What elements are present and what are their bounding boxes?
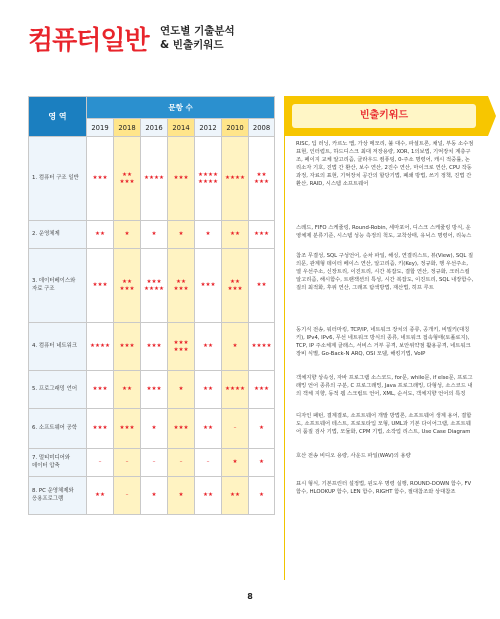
star-cell: ★★★ xyxy=(168,409,195,449)
star-cell: ★ xyxy=(249,449,275,477)
table-row xyxy=(29,477,275,515)
star-cell: – xyxy=(141,449,168,477)
keyword-text: 디자인 패턴, 결계결로, 소프트웨어 개발 방법론, 소프트웨어 생계 용어, 결합도, 소프트웨어 테스트, 프로토타입 모형, UML과 기본 다이어그램, 소프트웨어 품질 검사 기법, 모듈화, CPM 기법, 소작업 리스트, Use Case Diagram xyxy=(296,413,472,435)
star-cell: ★★ xyxy=(222,477,249,515)
star-cell: ★★★ ★★★★ xyxy=(141,249,168,323)
keyword-text: 스레드, FIFO 스케줄링, Round-Robin, 세마포어, 디스크 스케줄링 방식, 운영체제 분류기준, 시스템 성능 측정의 척도, 교착상태, 유닉스 명령어, 리눅스 xyxy=(296,225,472,239)
keyword-text: 동기식 전송, 워터마킹, TCP/IP, 네트워크 장치의 종류, 공개키, 비밀키(대칭키), IPv4, IPv6, 무선 네트워크 방식의 종류, 네트워크 접속형태(토폴로지), TCP, IP 주소체계 클래스, 서비스 거부 공격, 보안위약점 활용공격, 네트워크 장비 식별, Go-Back-N ARQ, OSI 모델, 해킹기법, VoIP xyxy=(296,327,471,357)
star-cell: ★ xyxy=(141,409,168,449)
subtitle-line-2: & 빈출키워드 xyxy=(160,39,224,51)
exam-frequency-table xyxy=(28,96,275,515)
keyword-header-banner xyxy=(284,96,488,136)
star-cell: ★ xyxy=(249,409,275,449)
star-cell: ★ xyxy=(222,449,249,477)
keyword-text: 표시 형식, 기본프린터 설정법, 윈도우 명령 실행, ROUND-DOWN 함수, FV 함수, HLOOKUP 함수, LEN 함수, RIGHT 함수, 절대참조와 상대참조 xyxy=(296,481,472,495)
star-cell: – xyxy=(195,449,222,477)
star-cell: ★★ xyxy=(195,409,222,449)
star-cell: ★★ xyxy=(222,221,249,249)
star-cell: ★★★★ xyxy=(87,323,114,371)
area-cell: 7. 멀티미디어와 데이터 압축 xyxy=(29,449,87,477)
star-cell: ★★ ★★★ xyxy=(114,249,141,323)
table-row xyxy=(29,249,275,323)
table-row xyxy=(29,323,275,371)
star-cell: ★★★ xyxy=(141,323,168,371)
star-cell: ★★★★ xyxy=(141,137,168,221)
year-header: 2014 xyxy=(168,119,195,137)
star-cell: ★★★ xyxy=(87,249,114,323)
keyword-text: RISC, 딥 러닝, 카르노 맵, 가상 메모리, 불 대수, 파셜트론, 채널, 부동 소수점 표현, 인터럽트, 하드디스크 최대 저장용량, XOR, 1의보법, 기억장치 계층구조, 페이지 교체 알고리즘, 클라우드 컴퓨팅, 0-주소 명령어, 캐시 적중률, 논리소자 기호, 진법 간 환산, 보수 연산, 2진수 연산, 마이크로 연산, CPU 작동과정, 자료의 표현, 기억장치 공간의 할당기법, 폐쇄 방법, 쓰기 정책, 진법 간 환산, RAID, 시스템 소프트웨어 xyxy=(296,141,474,187)
area-cell: 1. 컴퓨터 구조 일반 xyxy=(29,137,87,221)
page-title: 컴퓨터일반 xyxy=(28,26,149,56)
star-cell: ★ xyxy=(222,323,249,371)
star-cell: ★★★ xyxy=(195,249,222,323)
year-header: 2012 xyxy=(195,119,222,137)
year-header: 2016 xyxy=(141,119,168,137)
table-row xyxy=(29,371,275,409)
star-cell: ★ xyxy=(249,477,275,515)
star-cell: ★ xyxy=(141,477,168,515)
area-cell: 3. 데이터베이스와 자료 구조 xyxy=(29,249,87,323)
star-cell: ★★★ xyxy=(114,323,141,371)
year-header: 2008 xyxy=(249,119,275,137)
star-cell: ★★ ★★★ xyxy=(222,249,249,323)
area-cell: 5. 프로그래밍 언어 xyxy=(29,371,87,409)
star-cell: ★★★★ xyxy=(249,323,275,371)
count-column-header: 문항 수 xyxy=(87,97,275,119)
year-header: 2019 xyxy=(87,119,114,137)
star-cell: ★ xyxy=(168,221,195,249)
star-cell: ★★ xyxy=(87,477,114,515)
star-cell: ★ xyxy=(168,477,195,515)
banner-arrow xyxy=(488,96,496,136)
area-cell: 2. 운영체제 xyxy=(29,221,87,249)
page-subtitle xyxy=(160,24,235,52)
star-cell: – xyxy=(87,449,114,477)
star-cell: ★★★ xyxy=(87,409,114,449)
star-cell: ★★★ xyxy=(141,371,168,409)
page-number: 8 xyxy=(247,592,253,601)
star-cell: ★ xyxy=(168,371,195,409)
keyword-text: 호산 전송 비디오 용량, 사운드 파일(WAV)의 용량 xyxy=(296,453,411,459)
star-cell: ★★ xyxy=(195,371,222,409)
star-cell: ★★ xyxy=(114,371,141,409)
year-header: 2010 xyxy=(222,119,249,137)
star-cell: ★★★★ xyxy=(222,371,249,409)
star-cell: ★★★★ xyxy=(222,137,249,221)
star-cell: ★★★ ★★★ xyxy=(168,323,195,371)
star-cell: ★★ xyxy=(195,477,222,515)
area-cell: 6. 소프트웨어 공학 xyxy=(29,409,87,449)
area-column-header: 영 역 xyxy=(29,97,87,137)
star-cell: – xyxy=(114,477,141,515)
star-cell: – xyxy=(168,449,195,477)
table-row xyxy=(29,137,275,221)
area-cell: 4. 컴퓨터 네트워크 xyxy=(29,323,87,371)
table-row xyxy=(29,221,275,249)
star-cell: ★★★ xyxy=(87,137,114,221)
star-cell: ★★ xyxy=(195,323,222,371)
star-cell: ★★★ xyxy=(249,221,275,249)
star-cell: ★ xyxy=(114,221,141,249)
star-cell: ★★★ xyxy=(168,137,195,221)
star-cell: ★★★ xyxy=(249,371,275,409)
star-cell: ★★ xyxy=(87,221,114,249)
keyword-text: 참조 무결성, SQL 구성언어, 순차 파일, 해싱, 연결리스트, 뷰(View), SQL 질의문, 관계형 데이터 베이스 연산, 알고리즘, 키(Key), 정규화, 행 우선주소, 열 우선주소, 신장트리, 이진트리, 시간 복잡도, 결합 연산, 정규화, 크러스컬 알고리즘, 해시함수, 트랜잭션의 특성, 시간 복잡도, 이진트리, SQL 내장함수, 질의 최적화, 후위 연산, 그래프 탐색방법, 재산법, 히프 루트 xyxy=(296,253,474,291)
subtitle-line-1: 연도별 기출분석 xyxy=(160,25,235,37)
keyword-text: 객체지향 상속성, 자바 프로그램 소스코드, for문, while문, if else문, 프로그래밍 언어 종류의 구분, C 프로그래밍, Java 프로그래밍, 다형성, 소스코드 내의 객체 지향, 동적 웹 스크립트 언어, XML, 순서도, 객체지향 언어의 특징 xyxy=(296,375,473,397)
star-cell: ★ xyxy=(141,221,168,249)
star-cell: ★★ ★★★ xyxy=(114,137,141,221)
year-header: 2018 xyxy=(114,119,141,137)
star-cell: ★★ ★★★ xyxy=(249,137,275,221)
table-row xyxy=(29,409,275,449)
table-row xyxy=(29,449,275,477)
star-cell: ★★ ★★★ xyxy=(168,249,195,323)
star-cell: ★ xyxy=(195,221,222,249)
star-cell: ★★★★ ★★★★ xyxy=(195,137,222,221)
star-cell: ★★★ xyxy=(114,409,141,449)
star-cell: ★★★ xyxy=(87,371,114,409)
keyword-header: 빈출키워드 xyxy=(292,104,476,128)
star-cell: ★★ xyxy=(249,249,275,323)
area-cell: 8. PC 운영체제와 응용프로그램 xyxy=(29,477,87,515)
star-cell: – xyxy=(114,449,141,477)
star-cell: – xyxy=(222,409,249,449)
